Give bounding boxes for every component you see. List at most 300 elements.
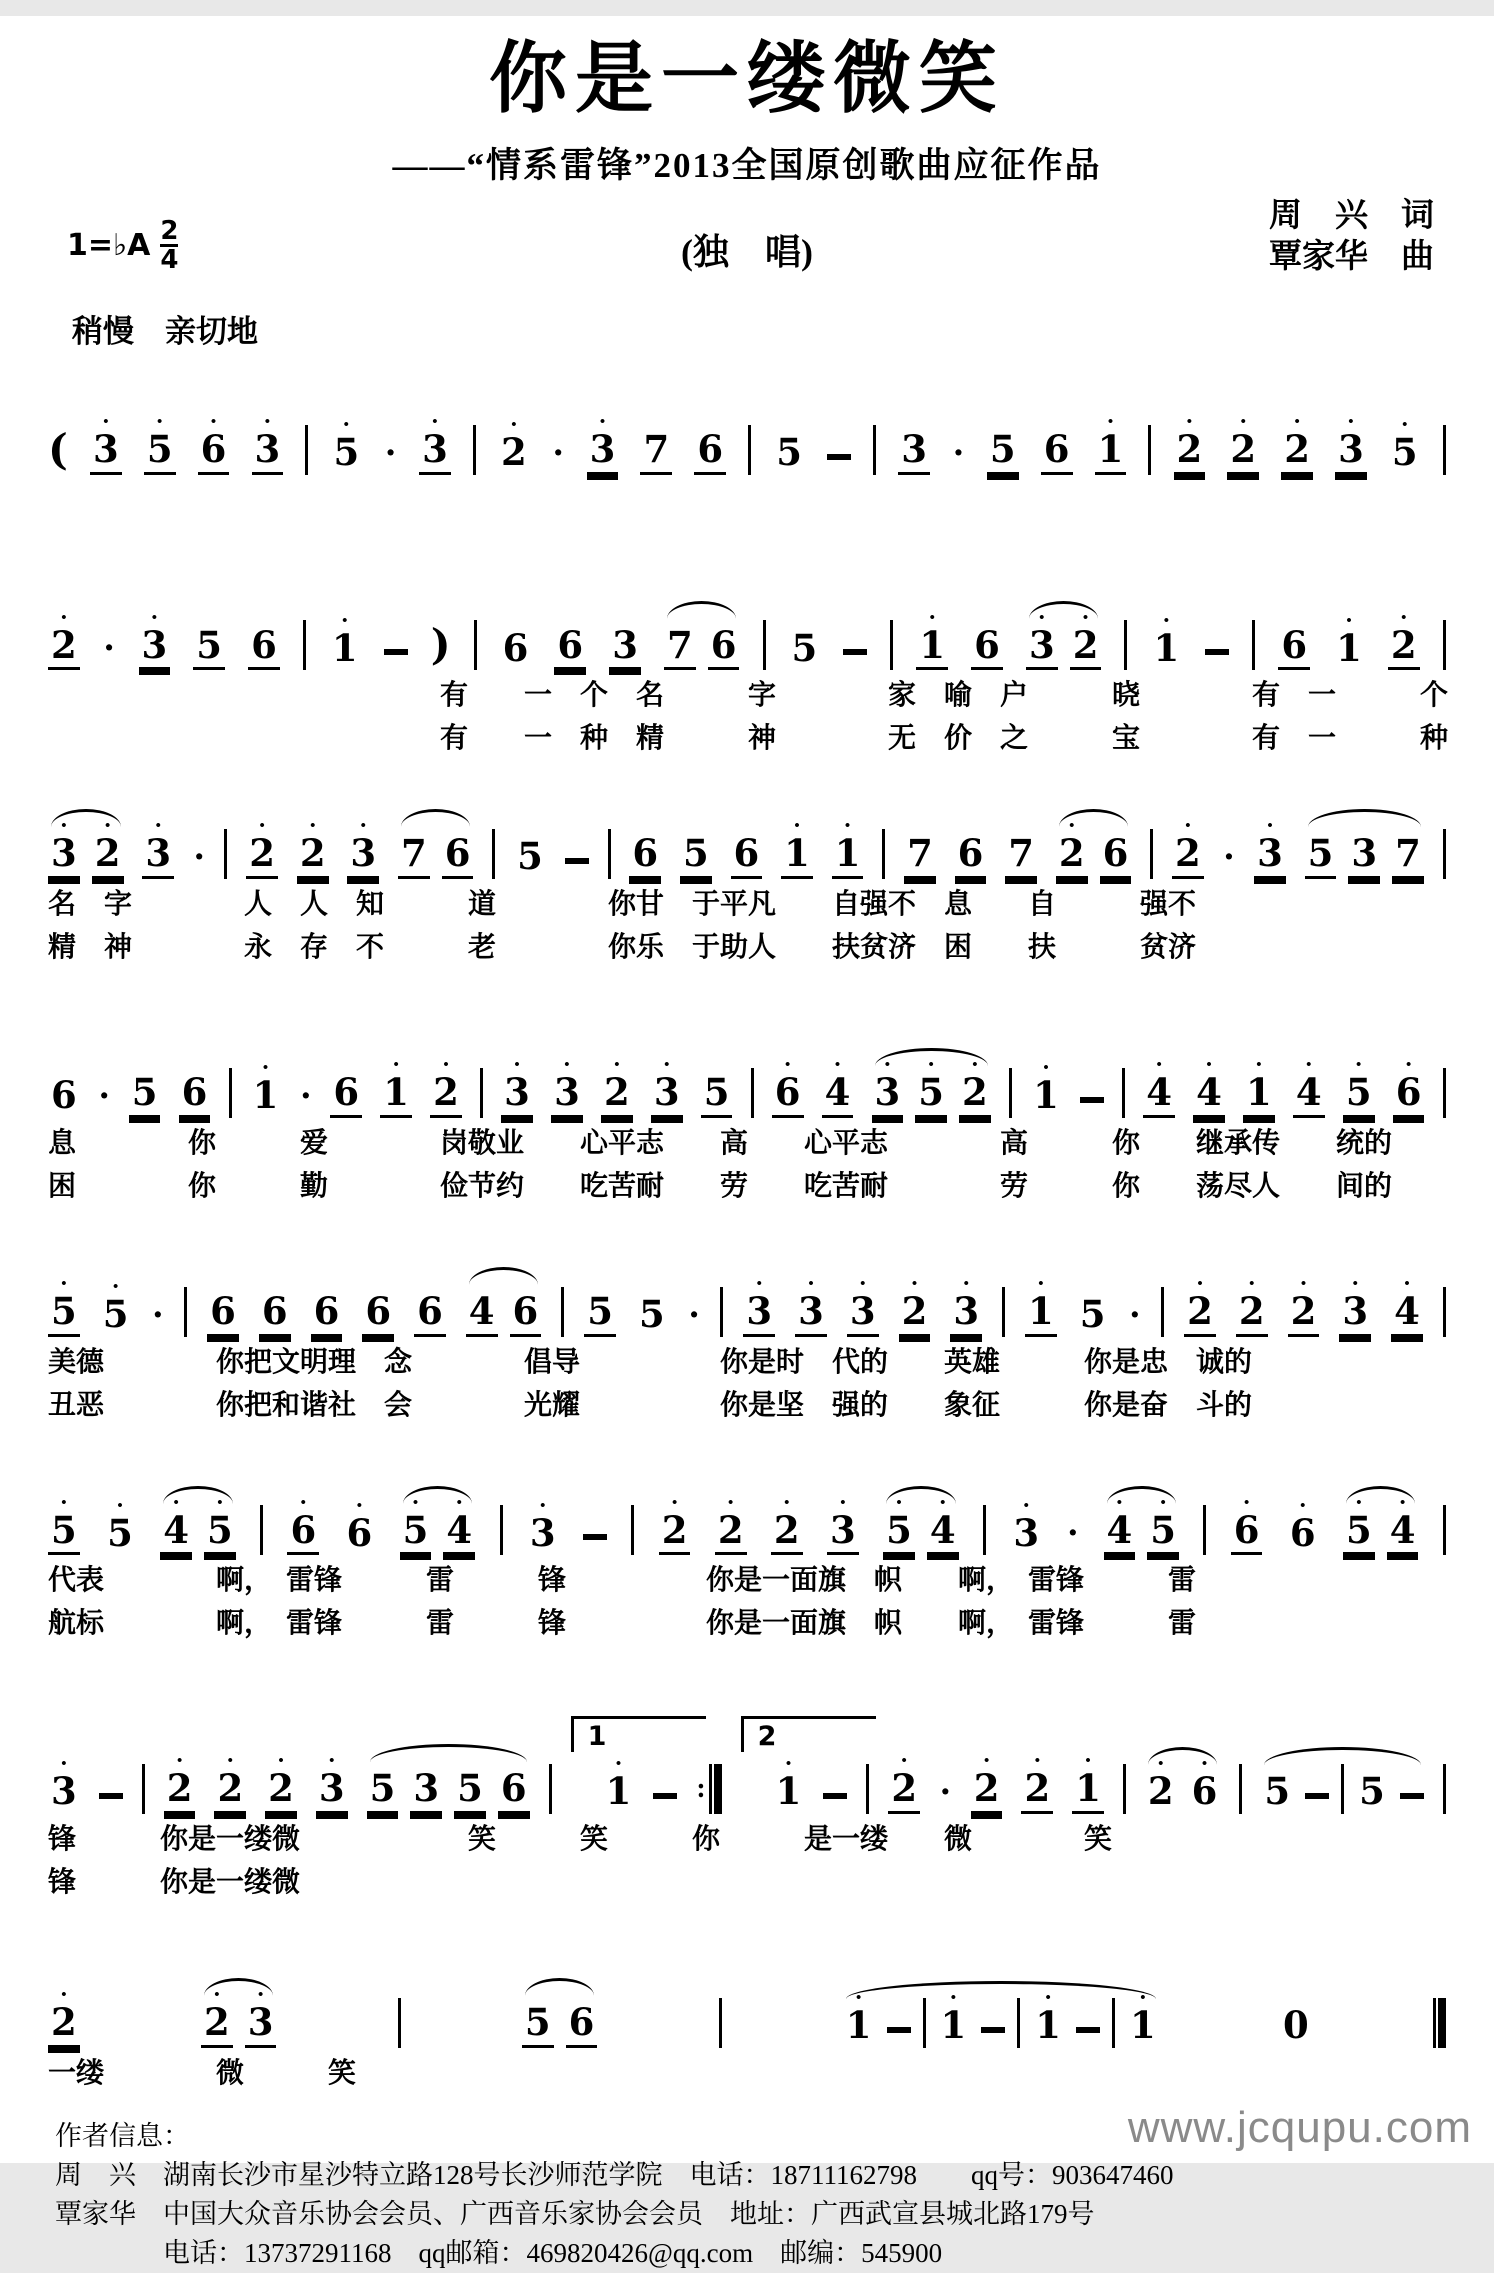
slur-group: [48, 818, 124, 879]
slur-group: [522, 1990, 598, 2048]
note: [311, 1279, 343, 1337]
note: [899, 1275, 931, 1337]
slur-group: [843, 1990, 1159, 2048]
duration-dash: [1076, 2027, 1100, 2033]
note: [609, 613, 641, 671]
note-digit: 3: [950, 1293, 982, 1337]
note-digit: 7: [904, 835, 936, 879]
note: [1288, 1275, 1320, 1337]
octave-dot: •: [1038, 1275, 1044, 1292]
barline: [1112, 1998, 1115, 2048]
barline: [608, 829, 611, 879]
note-digit: 2: [601, 1074, 633, 1118]
note-digit: 2: [430, 1074, 462, 1118]
note: [773, 1756, 805, 1814]
note-digit: 5: [701, 1074, 733, 1118]
octave-dot: •: [1399, 1494, 1406, 1511]
note: [1348, 821, 1380, 879]
note: [898, 417, 930, 475]
augmentation-dot: ·: [1066, 1512, 1080, 1555]
note-digit: 5: [107, 1510, 133, 1555]
note-digit: 1: [832, 835, 864, 879]
note: [1056, 818, 1088, 879]
note: [1388, 609, 1420, 671]
octave-dot: •: [264, 414, 270, 430]
note: [847, 1275, 879, 1337]
octave-dot: •: [329, 1753, 335, 1770]
octave-dot: •: [61, 1494, 67, 1511]
note-digit: 6: [1289, 1510, 1316, 1555]
lyrics-row: 航标 啊， 雷锋 雷 锋 你是一面旗 帜 啊， 雷锋 雷: [48, 1608, 1197, 1640]
octave-dot: •: [342, 612, 348, 629]
note-digit: 2: [201, 2004, 233, 2048]
lyrics-row: 有 一 种 精 神 无 价 之 宝 有 一 种: [48, 723, 1449, 755]
duration-dash: [827, 454, 851, 460]
note: [640, 417, 672, 475]
barline: [474, 620, 477, 670]
note: [773, 420, 805, 475]
note-digit: 3: [142, 835, 174, 879]
octave-dot: •: [794, 818, 800, 835]
octave-dot: •: [456, 1494, 462, 1511]
barline: [303, 620, 306, 670]
note-digit: 1: [1072, 1770, 1104, 1814]
sheet-music-page: [0, 16, 1494, 2269]
note: [160, 1494, 192, 1556]
note-digit: 4: [1104, 1512, 1136, 1556]
note-digit: 6: [311, 1293, 343, 1337]
octave-dot: •: [615, 1756, 622, 1773]
note-digit: 4: [466, 1293, 498, 1337]
octave-dot: •: [540, 1497, 546, 1514]
barline: [184, 1287, 187, 1337]
octave-dot: •: [1356, 1057, 1362, 1074]
note-digit: 2: [888, 1770, 920, 1814]
barline: [1252, 620, 1255, 670]
note: [501, 1057, 533, 1118]
octave-dot: •: [1243, 1494, 1250, 1511]
octave-dot: •: [511, 417, 517, 433]
note-digit: 3: [872, 1074, 904, 1118]
note: [1072, 1753, 1104, 1814]
note: [92, 818, 124, 879]
meta-row: [55, 196, 1439, 306]
note-digit: 3: [1026, 627, 1058, 671]
notes-row: [48, 1040, 1446, 1118]
key-signature: [67, 218, 178, 273]
note: [164, 1753, 196, 1814]
note: [414, 1279, 446, 1337]
note: [514, 824, 546, 879]
note-digit: 3: [347, 835, 379, 879]
note: [1387, 1494, 1419, 1556]
note: [1174, 414, 1206, 475]
octave-dot: •: [784, 1494, 790, 1511]
note-digit: 6: [510, 1293, 542, 1337]
note: [1287, 1497, 1319, 1556]
octave-dot: •: [176, 1753, 183, 1770]
octave-dot: •: [217, 1494, 223, 1511]
barline: [923, 1998, 926, 2048]
note-digit: 5: [1079, 1291, 1106, 1336]
note: [380, 1057, 412, 1118]
volta-bracket: 1: [571, 1716, 706, 1752]
note-digit: 5: [1359, 1769, 1385, 1814]
note-digit: 4: [1193, 1074, 1225, 1118]
octave-dot: •: [61, 1275, 67, 1292]
octave-dot: •: [1405, 1057, 1412, 1074]
note: [498, 1756, 530, 1814]
note: [1145, 1756, 1177, 1814]
octave-dot: •: [901, 1753, 907, 1770]
note: [1025, 1275, 1057, 1337]
note-digit: 1: [916, 627, 948, 671]
note: [398, 821, 430, 879]
note: [1293, 1057, 1325, 1118]
duration-dash: [1080, 1097, 1104, 1103]
barline: [224, 829, 227, 879]
barline: [1443, 1287, 1446, 1337]
barline: [1002, 1287, 1005, 1337]
note-digit: 2: [164, 1770, 196, 1814]
note: [1343, 1057, 1375, 1118]
note-digit: 5: [791, 625, 818, 670]
augmentation-dot: ·: [1222, 836, 1236, 879]
octave-dot: •: [1256, 1057, 1262, 1074]
barline: [1443, 425, 1446, 475]
octave-dot: •: [950, 1990, 957, 2007]
octave-dot: •: [664, 1057, 670, 1074]
barline: [1009, 1068, 1012, 1118]
note: [731, 821, 763, 879]
lyrics-row: 锋 你是一缕微 笑 笑 你 是一缕 微 笑: [48, 1824, 1113, 1856]
augmentation-dot: ·: [192, 836, 206, 879]
final-barline: [1433, 1998, 1446, 2048]
note-digit: 2: [959, 1074, 991, 1118]
note-digit: 3: [1335, 431, 1367, 475]
note: [1026, 609, 1058, 671]
note-digit: 3: [529, 1510, 556, 1555]
note: [781, 818, 813, 879]
note-digit: 6: [259, 1293, 291, 1337]
author-info-line: 电话：13737291168 qq邮箱：469820426@qq.com 邮编：545900: [55, 2238, 943, 2269]
augmentation-dot: ·: [102, 627, 116, 670]
note: [1335, 414, 1367, 475]
note: [715, 1494, 747, 1556]
barline: [500, 1505, 503, 1555]
note-digit: 3: [743, 1293, 775, 1337]
note: [843, 1990, 875, 2048]
barline: [1203, 1505, 1206, 1555]
barline: [1124, 620, 1127, 670]
note: [500, 616, 532, 671]
repeat-dots: :: [696, 1773, 706, 1805]
slur-group: [466, 1279, 542, 1337]
octave-dot: •: [671, 1494, 678, 1511]
octave-dot: •: [808, 1275, 814, 1292]
note: [771, 1494, 803, 1556]
note-digit: 2: [1236, 1293, 1268, 1337]
octave-dot: •: [360, 818, 366, 835]
score-body: [48, 397, 1449, 2091]
note-digit: 3: [316, 1770, 348, 1814]
notes-row: [48, 1478, 1446, 1556]
octave-dot: •: [928, 1057, 934, 1074]
note: [207, 1279, 239, 1337]
note-digit: 5: [1147, 1512, 1179, 1556]
octave-dot: •: [300, 1494, 306, 1511]
octave-dot: •: [432, 414, 438, 430]
slur-group: [1305, 821, 1424, 879]
octave-dot: •: [61, 1756, 67, 1773]
octave-dot: •: [940, 1494, 946, 1511]
note: [1032, 1990, 1064, 2048]
time-signature-denominator: 4: [160, 245, 179, 275]
octave-dot: •: [1107, 414, 1114, 430]
note: [1095, 414, 1127, 475]
note: [1254, 818, 1286, 879]
note-digit: 6: [1041, 431, 1073, 475]
octave-dot: •: [112, 1278, 119, 1295]
note-digit: 1: [940, 2003, 967, 2048]
note: [1151, 612, 1183, 671]
note: [915, 1057, 947, 1118]
note: [927, 1494, 959, 1556]
note: [104, 1497, 136, 1556]
note-digit: 5: [517, 834, 543, 879]
note-digit: 1: [605, 1769, 632, 1814]
note-digit: 6: [179, 1074, 211, 1118]
note-digit: 6: [694, 431, 726, 475]
note: [265, 1753, 297, 1814]
notes-row: [48, 1970, 1446, 2048]
note: [822, 1057, 854, 1118]
octave-dot: •: [963, 1275, 969, 1292]
octave-dot: •: [1039, 609, 1045, 626]
note: [250, 1060, 282, 1118]
note: [959, 1057, 991, 1118]
octave-dot: •: [1069, 818, 1075, 835]
lyrics-row: 锋 你是一缕微: [48, 1867, 301, 1899]
note: [1077, 1282, 1109, 1337]
barline: [260, 1505, 263, 1555]
barline: [1443, 1068, 1446, 1118]
note-digit: 3: [419, 431, 451, 475]
barline: [1161, 1287, 1164, 1337]
tempo-marking: 稍慢 亲切地: [72, 314, 258, 349]
note: [252, 414, 284, 475]
note-digit: 2: [1021, 1770, 1053, 1814]
octave-dot: •: [61, 609, 67, 626]
octave-dot: •: [599, 414, 606, 430]
octave-dot: •: [1160, 1494, 1166, 1511]
score-line-1: [48, 397, 1446, 475]
note: [694, 417, 726, 475]
octave-dot: •: [393, 1057, 399, 1074]
octave-dot: •: [972, 1057, 978, 1074]
note: [410, 1756, 442, 1814]
note-digit: 6: [1231, 1512, 1263, 1556]
duration-dash: [384, 649, 408, 655]
note-digit: 3: [1013, 1510, 1040, 1555]
octave-dot: •: [1401, 609, 1407, 626]
duration-dash: [823, 1793, 847, 1799]
note: [1189, 1756, 1221, 1814]
note-digit: 5: [333, 430, 360, 474]
note-digit: 6: [772, 1074, 804, 1118]
note-digit: 7: [640, 431, 672, 475]
barline: [480, 1068, 483, 1118]
note: [955, 821, 987, 879]
note-digit: 5: [48, 1293, 80, 1337]
note: [1104, 1494, 1136, 1556]
octave-dot: •: [1034, 1753, 1040, 1770]
duration-dash: [1205, 649, 1229, 655]
barline: [1443, 829, 1446, 879]
note: [1041, 417, 1073, 475]
note-digit: 3: [795, 1293, 827, 1337]
note: [1389, 417, 1421, 475]
octave-dot: •: [443, 1057, 449, 1074]
final-barline: [709, 1764, 722, 1814]
octave-dot: •: [214, 1987, 220, 2004]
note: [1010, 1497, 1042, 1556]
octave-dot: •: [104, 818, 111, 835]
slur-group: [1145, 1756, 1221, 1814]
note: [551, 1057, 583, 1118]
note-digit: 1: [1153, 625, 1180, 670]
note: [297, 818, 329, 879]
note: [129, 1060, 161, 1118]
note: [587, 414, 619, 475]
note: [566, 1990, 598, 2048]
note: [636, 1282, 668, 1337]
slur-group: [398, 821, 474, 879]
octave-dot: •: [1356, 1494, 1362, 1511]
note-digit: 5: [680, 835, 712, 879]
slur-group: [1026, 609, 1102, 671]
octave-dot: •: [1300, 1497, 1306, 1514]
note: [603, 1756, 635, 1814]
note-digit: 1: [252, 1073, 279, 1118]
augmentation-dot: ·: [299, 1074, 313, 1117]
note-digit: 1: [1025, 1293, 1057, 1337]
note: [100, 1278, 132, 1337]
note-digit: 5: [1305, 835, 1337, 879]
note: [1343, 1494, 1375, 1556]
note: [1143, 1057, 1175, 1118]
note-digit: 5: [584, 1293, 616, 1337]
notes-row: [48, 397, 1446, 475]
note: [48, 1275, 80, 1337]
octave-dot: •: [756, 1275, 762, 1292]
note-digit: 3: [898, 431, 930, 475]
slur-group: [1343, 1494, 1419, 1556]
note-digit: 5: [987, 431, 1019, 475]
lyrics-row: 有 一 个 名 字 家 喻 户 晓 有 一 个: [48, 680, 1449, 712]
note: [204, 1494, 236, 1556]
note-digit: 5: [639, 1291, 665, 1336]
score-line-7: [48, 1721, 1446, 1900]
octave-dot: •: [1185, 818, 1191, 835]
time-signature-numerator: 2: [160, 216, 179, 246]
note: [1393, 1057, 1425, 1118]
note-digit: 2: [501, 430, 527, 474]
octave-dot: •: [614, 1057, 620, 1074]
note-digit: 2: [1172, 835, 1204, 879]
song-subtitle: ——“情系雷锋”2013全国原创歌曲应征作品: [392, 146, 1102, 185]
note-digit: 1: [1130, 2003, 1156, 2048]
note-digit: 2: [1288, 1293, 1320, 1337]
notes-row: [48, 801, 1446, 879]
note: [245, 1987, 277, 2048]
note: [1339, 1275, 1371, 1337]
note-digit: 3: [827, 1512, 859, 1556]
note-digit: 4: [443, 1512, 475, 1556]
note-digit: 5: [1343, 1512, 1375, 1556]
note-digit: 2: [659, 1512, 691, 1556]
note-digit: 2: [1070, 627, 1102, 671]
note-digit: 1: [1033, 1073, 1059, 1118]
lyricist-credit: 周 兴 词: [1269, 198, 1434, 234]
note: [1184, 1275, 1216, 1337]
note: [246, 818, 278, 879]
note-digit: 4: [927, 1512, 959, 1556]
barline: [1123, 1764, 1126, 1814]
note-digit: 6: [731, 835, 763, 879]
octave-dot: •: [840, 1494, 846, 1511]
note: [795, 1275, 827, 1337]
barline: [882, 829, 885, 879]
slur-group: [664, 613, 740, 671]
note: [362, 1279, 394, 1337]
octave-dot: •: [1402, 417, 1408, 433]
note-digit: 2: [899, 1293, 931, 1337]
note: [872, 1057, 904, 1118]
note: [367, 1756, 399, 1814]
barline: [473, 425, 476, 475]
note: [48, 1987, 80, 2048]
note: [629, 821, 661, 879]
octave-dot: •: [1346, 612, 1352, 629]
note-digit: 5: [144, 431, 176, 475]
note: [510, 1279, 542, 1337]
octave-dot: •: [412, 1494, 419, 1511]
note-digit: 6: [198, 431, 230, 475]
note: [1391, 1275, 1423, 1337]
slur-group: [883, 1494, 959, 1556]
octave-dot: •: [262, 1060, 269, 1077]
note-digit: 1: [1095, 431, 1127, 475]
note-digit: 4: [1293, 1074, 1325, 1118]
octave-dot: •: [1404, 1275, 1410, 1292]
note: [316, 1753, 348, 1814]
barline: [1150, 829, 1153, 879]
slur-group: [1056, 818, 1132, 879]
note-digit: 2: [1227, 431, 1259, 475]
note: [1236, 1275, 1268, 1337]
barline: [1239, 1764, 1242, 1814]
note: [1193, 1057, 1225, 1118]
octave-dot: •: [157, 414, 163, 430]
augmentation-dot: ·: [687, 1293, 701, 1336]
note: [1021, 1753, 1053, 1814]
note-digit: 2: [1147, 1769, 1174, 1814]
note: [144, 414, 176, 475]
note-digit: 6: [362, 1293, 394, 1337]
close-paren-mark: ): [430, 620, 451, 670]
note-digit: 2: [1184, 1293, 1216, 1337]
